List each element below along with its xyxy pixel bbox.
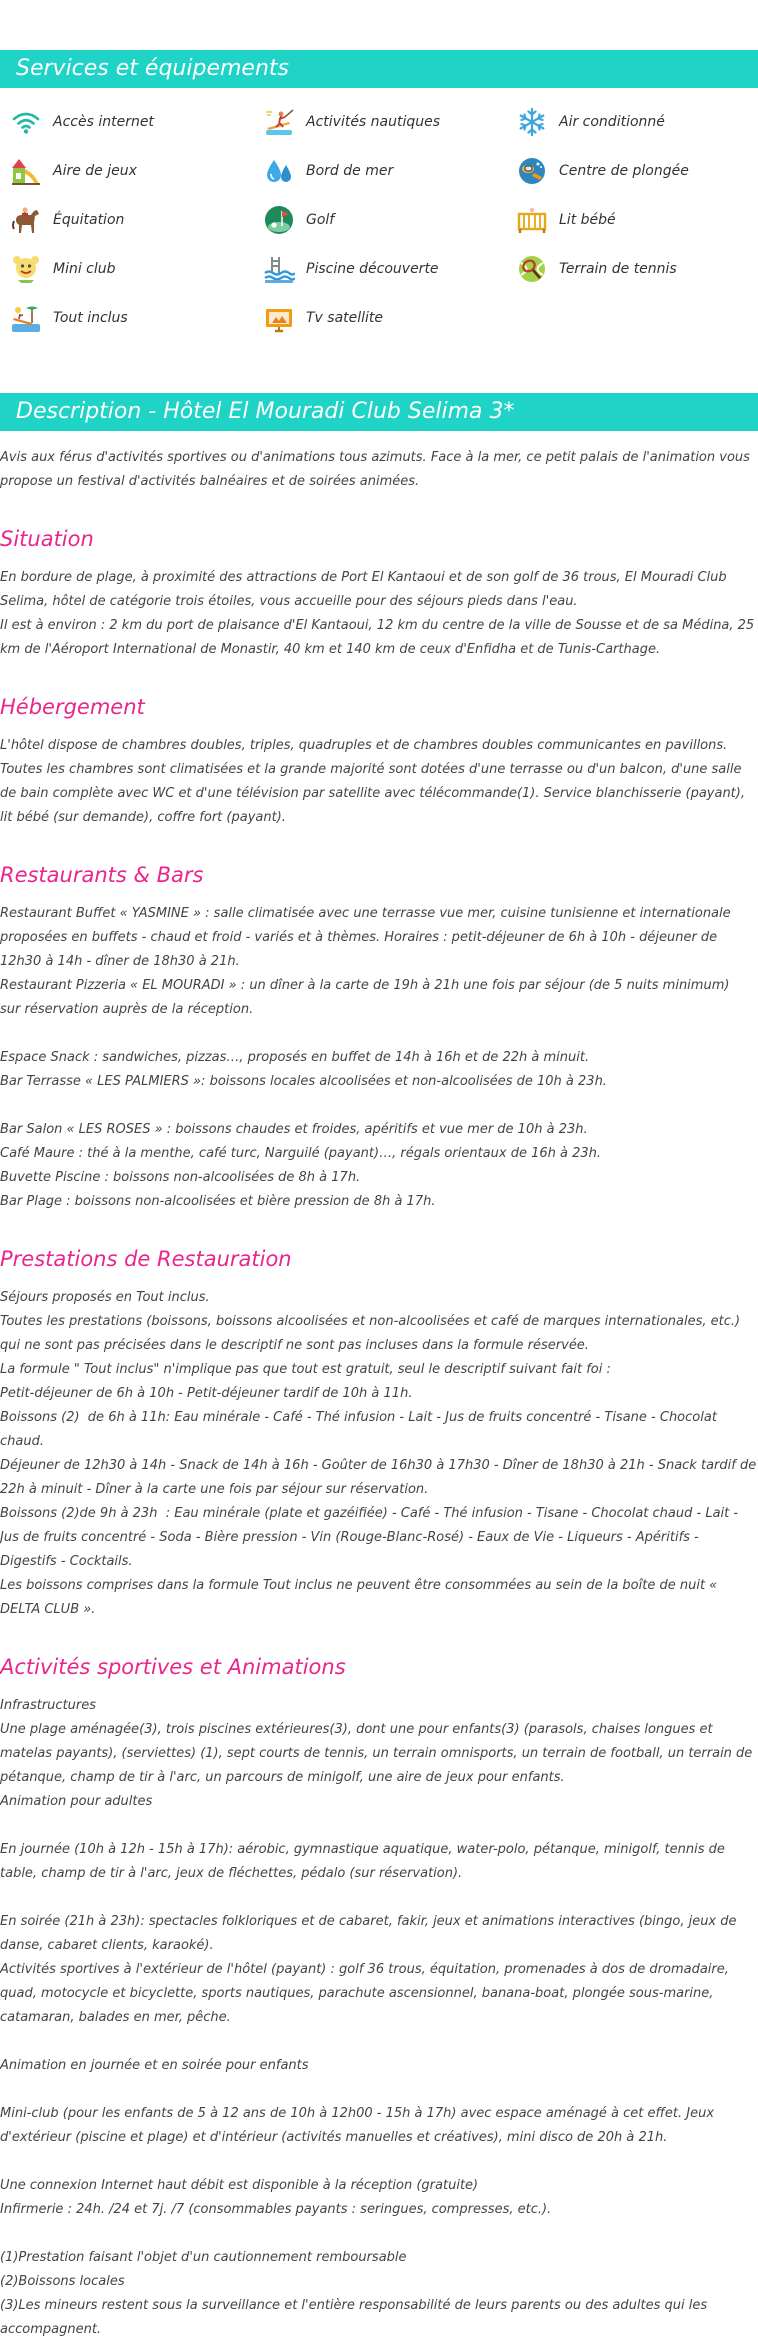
- service-item: [10, 151, 263, 191]
- service-label: Aire de jeux: [53, 163, 137, 179]
- service-item: [263, 151, 516, 191]
- service-item: [263, 249, 516, 289]
- horse-icon: [10, 204, 42, 236]
- section-title-restaurants: Restaurants & Bars: [0, 863, 204, 887]
- tv-icon: [263, 302, 295, 334]
- section-paragraph: Restaurant Buffet « YASMINE » : salle climatisée avec une terrasse vue mer, cuisine tunisienne et internationale proposées en buffets - chaud et froid - variés et à thèmes. Horaires : petit-déjeuner de 6h à 10h - déjeuner de 12h30 à 14h - dîner de 18h30 à 21h. Restaurant Pizzeria « EL MOURADI » : un dîner à la carte de 19h à 21h une fois par séjour (de 5 nuits minimum) sur réservation auprès de la réception.: [0, 906, 731, 1017]
- services-title: Services et équipements: [16, 56, 289, 81]
- service-item: [516, 102, 750, 142]
- service-item: [10, 249, 263, 289]
- service-label: Activités nautiques: [306, 114, 441, 130]
- section-paragraph: Animation en journée et en soirée pour enfants: [0, 2058, 309, 2073]
- water-sports-icon: [263, 106, 295, 138]
- service-label: Équitation: [53, 212, 125, 228]
- service-label: Accès internet: [53, 114, 154, 130]
- service-item: [516, 249, 750, 289]
- service-label: Golf: [306, 212, 335, 228]
- service-label: Air conditionné: [559, 114, 665, 130]
- golf-icon: [263, 204, 295, 236]
- section-paragraph: Séjours proposés en Tout inclus. Toutes les prestations (boissons, boissons alcoolisées et non-alcoolisées et café de marques internationales, etc.) qui ne sont pas précisées dans le descriptif ne sont pas incluses dans la formule réservée. La formule " Tout inclus" n'implique pas que tout est gratuit, seul le descriptif suivant fait foi : Petit-déjeuner de 6h à 10h - Petit-déjeuner tardif de 10h à 11h. Boissons (2) de 6h à 11h: Eau minérale - Café - Thé infusion - Lait - Jus de fruits concentré - Tisane - Chocolat chaud. Déjeuner de 12h30 à 14h - Snack de 14h à 16h - Goûter de 16h30 à 17h30 - Dîner de 18h30 à 21h - Snack tardif de 22h à minuit - Dîner à la carte une fois par séjour sur réservation. Boissons (2)de 9h à 23h : Eau minérale (plate et gazéifiée) - Café - Thé infusion - Tisane - Chocolat chaud - Lait - Jus de fruits concentré - Soda - Bière pression - Vin (Rouge-Blanc-Rosé) - Eaux de Vie - Liqueurs - Apéritifs - Digestifs - Cocktails. Les boissons comprises dans la formule Tout inclus ne peuvent être consommées au sein de la boîte de nuit « DELTA CLUB ».: [0, 1290, 757, 1617]
- section-title-situation: Situation: [0, 527, 94, 551]
- tennis-icon: [516, 253, 548, 285]
- section-body-situation: [0, 566, 758, 662]
- section-paragraph: L'hôtel dispose de chambres doubles, triples, quadruples et de chambres doubles communicantes en pavillons. Toutes les chambres sont climatisées et la grande majorité sont dotées d'une terrasse ou d'un balcon, d'une salle de bain complète avec WC et d'une télévision par satellite avec télécommande(1). Service blanchisserie (payant), lit bébé (sur demande), coffre fort (payant).: [0, 738, 745, 825]
- all-inclusive-icon: [10, 302, 42, 334]
- service-item: [263, 102, 516, 142]
- pool-icon: [263, 253, 295, 285]
- description-title: Description - Hôtel El Mouradi Club Selima 3*: [16, 399, 515, 424]
- section-paragraph: (1)Prestation faisant l'objet d'un cautionnement remboursable (2)Boissons locales (3)Les mineurs restent sous la surveillance et l'entière responsabilité de leurs parents ou des adultes qui les accompagnent.: [0, 2250, 708, 2337]
- section-body-prestations: [0, 1286, 758, 1622]
- snowflake-icon: [516, 106, 548, 138]
- section-body-restaurants: [0, 902, 758, 1214]
- section-paragraph: Une connexion Internet haut débit est disponible à la réception (gratuite) Infirmerie : 24h. /24 et 7j. /7 (consommables payants : seringues, compresses, etc.).: [0, 2178, 552, 2217]
- mini-club-icon: [10, 253, 42, 285]
- crib-icon: [516, 204, 548, 236]
- section-title-prestations: Prestations de Restauration: [0, 1247, 292, 1271]
- wifi-icon: [10, 106, 42, 138]
- service-label: Tout inclus: [53, 310, 128, 326]
- services-banner: [0, 50, 758, 88]
- section-title-hebergement: Hébergement: [0, 695, 145, 719]
- water-drops-icon: [263, 155, 295, 187]
- description-content: [0, 446, 758, 2342]
- section-paragraph: En journée (10h à 12h - 15h à 17h): aérobic, gymnastique aquatique, water-polo, pétanque, minigolf, tennis de table, champ de tir à l'arc, jeux de fléchettes, pédalo (sur réservation).: [0, 1842, 730, 1881]
- service-item: [263, 298, 516, 338]
- section-paragraph: Mini-club (pour les enfants de 5 à 12 ans de 10h à 12h00 - 15h à 17h) avec espace aménagé à cet effet. Jeux d'extérieur (piscine et plage) et d'intérieur (activités manuelles et créatives), mini disco de 20h à 21h.: [0, 2106, 719, 2145]
- service-label: Mini club: [53, 261, 116, 277]
- service-item: [10, 200, 263, 240]
- service-item: [10, 102, 263, 142]
- section-body-activites: [0, 1694, 758, 2342]
- description-banner: [0, 393, 758, 431]
- services-grid: [10, 102, 750, 347]
- playground-icon: [10, 155, 42, 187]
- service-item: [516, 151, 750, 191]
- service-label: Centre de plongée: [559, 163, 689, 179]
- section-paragraph: Bar Salon « LES ROSES » : boissons chaudes et froides, apéritifs et vue mer de 10h à 23h. Café Maure : thé à la menthe, café turc, Narguilé (payant)…, régals orientaux de 16h à 23h. Buvette Piscine : boissons non-alcoolisées de 8h à 17h. Bar Plage : boissons non-alcoolisées et bière pression de 8h à 17h.: [0, 1122, 602, 1209]
- section-paragraph: Espace Snack : sandwiches, pizzas…, proposés en buffet de 14h à 16h et de 22h à minuit. Bar Terrasse « LES PALMIERS »: boissons locales alcoolisées et non-alcoolisées de 10h à 23h.: [0, 1050, 607, 1089]
- section-body-hebergement: [0, 734, 758, 830]
- service-label: Piscine découverte: [306, 261, 439, 277]
- section-title-activites: Activités sportives et Animations: [0, 1655, 346, 1679]
- service-label: Bord de mer: [306, 163, 394, 179]
- section-paragraph: En soirée (21h à 23h): spectacles folkloriques et de cabaret, fakir, jeux et animations interactives (bingo, jeux de danse, cabaret clients, karaoké). Activités sportives à l'extérieur de l'hôtel (payant) : golf 36 trous, équitation, promenades à dos de dromadaire, quad, motocycle et bicyclette, sports nautiques, parachute ascensionnel, banana-boat, plongée sous-marine, catamaran, balades en mer, pêche.: [0, 1914, 737, 2025]
- service-label: Terrain de tennis: [559, 261, 677, 277]
- diving-icon: [516, 155, 548, 187]
- section-paragraph: Infrastructures Une plage aménagée(3), trois piscines extérieures(3), dont une pour enfants(3) (parasols, chaises longues et matelas payants), (serviettes) (1), sept courts de tennis, un terrain omnisports, un terrain de football, un terrain de pétanque, champ de tir à l'arc, un parcours de minigolf, une aire de jeux pour enfants. Animation pour adultes: [0, 1698, 753, 1809]
- section-paragraph: En bordure de plage, à proximité des attractions de Port El Kantaoui et de son golf de 36 trous, El Mouradi Club Selima, hôtel de catégorie trois étoiles, vous accueille pour des séjours pieds dans l'eau. Il est à environ : 2 km du port de plaisance d'El Kantaoui, 12 km du centre de la ville de Sousse et de sa Médina, 25 km de l'Aéroport International de Monastir, 40 km et 140 km de ceux d'Enfidha et de Tunis-Carthage.: [0, 570, 755, 657]
- service-label: Lit bébé: [559, 212, 616, 228]
- service-item: [516, 200, 750, 240]
- service-item: [10, 298, 263, 338]
- service-item: [263, 200, 516, 240]
- service-label: Tv satellite: [306, 310, 384, 326]
- description-intro: Avis aux férus d'activités sportives ou d'animations tous azimuts. Face à la mer, ce petit palais de l'animation vous propose un festival d'activités balnéaires et de soirées animées.: [0, 450, 755, 489]
